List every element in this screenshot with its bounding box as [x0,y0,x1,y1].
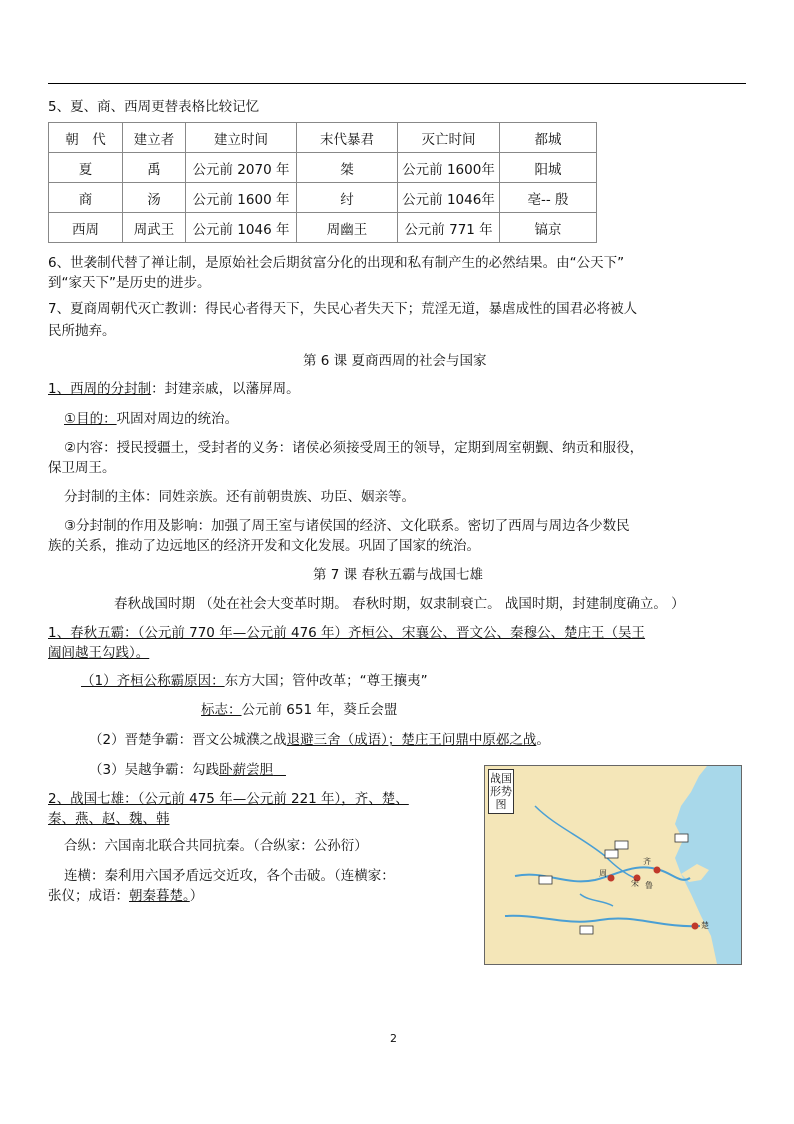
l7-sign-rest: 公元前 651 年，葵丘会盟 [241,702,398,718]
map-label-box [605,850,618,858]
l7-qi [81,669,428,689]
map-label-zhou: 周 [599,869,607,878]
l7-period-note: 春秋战国时期 （处在社会大变革时期。 春秋时期，奴隶制衰亡。 战国时期，封建制度确立。 ） [114,596,685,612]
l6-content-line1: ②内容：授民授疆土，受封者的义务：诸侯必须接受周王的领导，定期到周室朝觐、纳贡和服役， [64,440,644,456]
l7-lianheng-idiom: 朝秦暮楚。 [129,888,190,904]
l7-item1-line1: 1、春秋五霸：（公元前 770 年—公元前 476 年）齐桓公、宋襄公、晋文公、秦穆公、楚庄王（吴王 [48,625,646,641]
l6-purpose [64,407,238,427]
table-header-cell: 灭亡时间 [398,123,500,153]
table-cell: 西周 [49,213,123,243]
map-label-box [580,926,593,934]
l7-sign-label: 标志： [201,702,242,718]
l6-effect-line1: ③分封制的作用及影响：加强了周王室与诸侯国的经济、文化联系。密切了西周与周边各少数民 [64,518,630,534]
map-graphic [485,766,741,964]
l7-wuyue-u: 卧薪尝胆 [219,762,274,778]
l7-jinchu-start: （2）晋楚争霸：晋文公城濮之战 [89,732,287,748]
lesson7-title: 第 7 课 春秋五霸与战国七雄 [313,567,483,583]
l6-item1-rest: ：封建亲戚，以藩屏周。 [151,381,300,397]
map-city-marker [692,923,699,930]
map-label-box [675,834,688,842]
page-number: 2 [390,1032,397,1045]
table-header-cell: 末代暴君 [297,123,398,153]
map-city-marker [654,867,661,874]
l7-qi-rest: 东方大国；管仲改革；“尊王攘夷” [224,673,428,689]
table-cell: 纣 [297,183,398,213]
table-row [49,153,597,183]
table-cell: 汤 [123,183,186,213]
table-header-cell: 朝 代 [49,123,123,153]
warring-states-map [484,765,742,965]
paragraph-7-line2: 民所抛弃。 [48,323,116,339]
l6-effect-line2: 族的关系，推动了边远地区的经济开发和文化发展。巩固了国家的统治。 [48,538,480,554]
table-cell: 阳城 [500,153,597,183]
l6-subject: 分封制的主体：同姓亲族。还有前朝贵族、功臣、姻亲等。 [64,489,415,505]
table-cell: 周幽王 [297,213,398,243]
l7-item2-line2: 秦、燕、赵、魏、韩 [48,811,170,827]
l7-lianheng-line2 [48,884,203,904]
l7-sign [201,698,397,718]
table-header-cell: 建立时间 [186,123,297,153]
l7-lianheng-line2-start: 张仪；成语： [48,888,129,904]
l6-item1 [48,377,300,397]
table-header-cell: 都城 [500,123,597,153]
l7-item2-line1: 2、战国七雄：（公元前 475 年—公元前 221 年），齐、楚、 [48,791,409,807]
table-cell: 公元前 1600 年 [186,183,297,213]
table-cell: 公元前 2070 年 [186,153,297,183]
map-label-lu: 鲁 [645,881,653,890]
l7-qi-label: （1）齐桓公称霸原因： [81,673,225,689]
section5-title: 5、夏、商、西周更替表格比较记忆 [48,99,260,115]
table-cell: 公元前 771 年 [398,213,500,243]
table-cell: 桀 [297,153,398,183]
l6-item1-underlined: 1、西周的分封制 [48,381,152,397]
paragraph-6-line2: 到“家天下”是历史的进步。 [48,275,211,291]
map-title: 战国形势图 [488,769,514,814]
l7-wuyue-start: （3）吴越争霸：勾践 [89,762,220,778]
map-city-marker [608,875,615,882]
paragraph-6-line1: 6、世袭制代替了禅让制，是原始社会后期贫富分化的出现和私有制产生的必然结果。由“公天下” [48,255,625,271]
table-cell: 周武王 [123,213,186,243]
map-label-chu: 楚 [701,921,709,930]
map-label-box [615,841,628,849]
l6-content-line2: 保卫周王。 [48,460,116,476]
l7-jinchu-end: 。 [536,732,550,748]
map-label-qi: 齐 [643,857,651,866]
table-cell: 镐京 [500,213,597,243]
table-header-cell: 建立者 [123,123,186,153]
l6-purpose-label: ①目的： [64,411,117,427]
l7-jinchu-u1: 退避三舍（成语）；楚庄王问鼎 [286,732,469,748]
table-cell: 禹 [123,153,186,183]
l7-lianheng-line2-end: ） [189,888,204,904]
table-cell: 亳-- 殷 [500,183,597,213]
table-row [49,183,597,213]
table-header-row [49,123,597,153]
header-rule [48,83,746,84]
l7-lianheng-line1: 连横：秦利用六国矛盾远交近攻，各个击破。（连横家： [64,868,395,884]
l7-item1-line2: 阖闾越王勾践）。 [48,645,150,661]
dynasty-comparison-table [48,122,597,243]
map-label-song: 宋 [631,879,639,888]
paragraph-7-line1: 7、夏商周朝代灭亡教训：得民心者得天下，失民心者失天下；荒淫无道，暴虐成性的国君必将被人 [48,301,638,317]
table-cell: 公元前 1600年 [398,153,500,183]
table-cell: 公元前 1046年 [398,183,500,213]
l7-hezong: 合纵：六国南北联合共同抗秦。（合纵家：公孙衍） [64,838,368,854]
l7-wuyue [89,758,286,778]
l7-jinchu [89,728,550,748]
table-row [49,213,597,243]
l6-purpose-text: 巩固对周边的统治。 [116,411,239,427]
table-cell: 夏 [49,153,123,183]
table-cell: 商 [49,183,123,213]
table-cell: 公元前 1046 年 [186,213,297,243]
lesson6-title: 第 6 课 夏商西周的社会与国家 [303,353,487,369]
l7-jinchu-u2: 中原邲之战 [468,732,537,748]
map-label-box [539,876,552,884]
